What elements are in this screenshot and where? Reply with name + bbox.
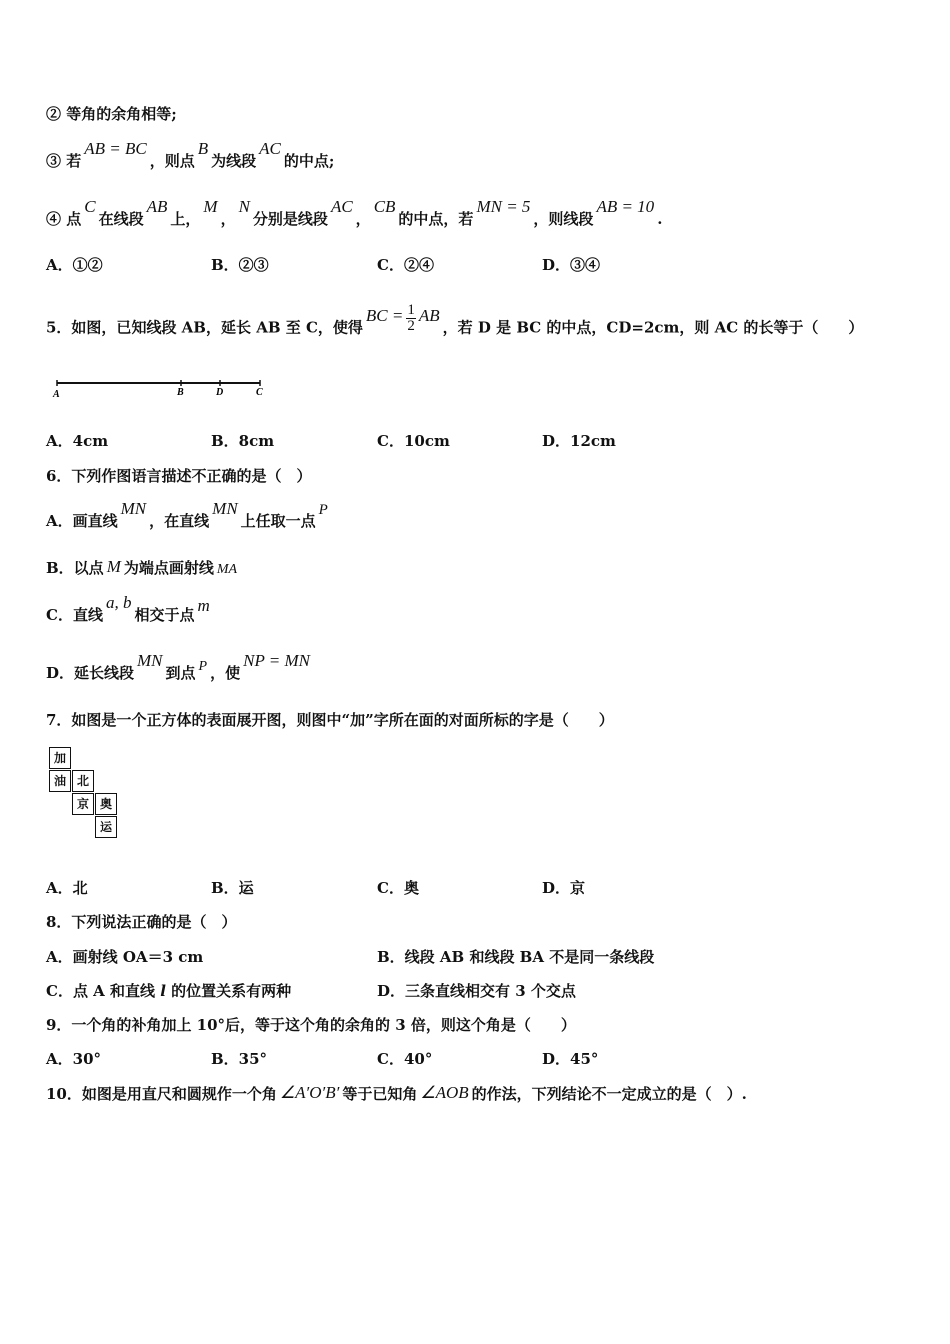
math-bc-eq: BC = — [365, 305, 404, 325]
cube-face-ao: 奥 — [95, 793, 117, 815]
q7-option-b: B．运 — [211, 879, 254, 897]
cube-face-you: 油 — [49, 770, 71, 792]
math-p: P — [318, 502, 328, 518]
label-a: A — [53, 389, 60, 400]
q6-option-d: D．延长线段MN到点 P ，使NP = MN — [46, 651, 310, 682]
question-5: 5．如图，已知线段 AB，延长 AB 至 C，使得BC = $\frac{1}{2}$ AB，若 D 是 BC 的中点，CD=2cm，则 AC 的长等于（ ） — [46, 302, 864, 337]
math-mn-eq-5: MN = 5 — [476, 197, 531, 216]
q6-option-a: A．画直线MN，在直线MN上任取一点P — [46, 499, 328, 530]
math-p: P — [198, 659, 208, 674]
math-ab: AB — [418, 305, 440, 325]
question-10: 10．如图是用直尺和圆规作一个角 ∠A′O′B′ 等于已知角 ∠AOB 的作法，下列结论不一定成立的是（ ）. — [46, 1083, 747, 1103]
q5-option-c: C．10cm — [377, 432, 450, 450]
cube-face-bei: 北 — [72, 770, 94, 792]
fraction-half: $\frac{1}{2}$ — [407, 302, 415, 334]
math-m: M — [106, 557, 121, 576]
question-6: 6．下列作图语言描述不正确的是（ ） — [46, 467, 312, 485]
math-angle-a-o-b-prime: ∠A′O′B′ — [279, 1083, 340, 1102]
question-9: 9．一个角的补角加上 10°后，等于这个角的余角的 3 倍，则这个角是（ ） — [46, 1016, 576, 1034]
math-c: C — [84, 197, 96, 216]
math-cb: CB — [373, 197, 396, 216]
label-b: B — [177, 387, 184, 398]
segment-figure — [46, 372, 276, 402]
math-b: B — [197, 139, 209, 158]
math-ab: AB — [146, 197, 168, 216]
math-ma: MA — [216, 562, 238, 577]
q8-option-a: A．画射线 OA＝3 cm — [46, 948, 204, 966]
math-lower-m: m — [197, 596, 210, 615]
q9-option-c: C．40° — [377, 1050, 433, 1068]
q4-option-a: A．①② — [46, 256, 103, 274]
statement-3: ③ 若AB = BC，则点B为线段AC的中点; — [46, 139, 335, 170]
math-mn: MN — [137, 651, 163, 670]
q7-option-a: A．北 — [46, 879, 88, 897]
q4-option-c: C．②④ — [377, 256, 434, 274]
math-n: N — [238, 197, 250, 216]
q9-option-b: B．35° — [211, 1050, 268, 1068]
math-ac: AC — [259, 139, 281, 158]
cube-net — [48, 746, 128, 846]
math-mn: MN — [212, 499, 238, 518]
q7-option-d: D．京 — [542, 879, 586, 897]
q9-option-d: D．45° — [542, 1050, 599, 1068]
q5-option-d: D．12cm — [542, 432, 616, 450]
cube-face-jia: 加 — [49, 747, 71, 769]
math-ab-eq-10: AB = 10 — [596, 197, 655, 216]
q6-option-b: B．以点 M 为端点画射线 MA — [46, 557, 238, 577]
math-ab-eq-bc: AB = BC — [84, 139, 147, 158]
math-mn: MN — [120, 499, 147, 518]
math-m: M — [203, 197, 218, 216]
math-a-b: a, b — [105, 593, 132, 612]
statement-4: ④ 点C在线段AB上，M，N分别是线段AC，CB的中点，若MN = 5，则线段AB = 10. — [46, 197, 663, 228]
statement-2: ② 等角的余角相等; — [46, 105, 177, 123]
label-d: D — [216, 387, 224, 398]
cube-face-yun: 运 — [95, 816, 117, 838]
q5-option-b: B．8cm — [211, 432, 275, 450]
q5-option-a: A．4cm — [46, 432, 109, 450]
math-angle-aob: ∠AOB — [420, 1083, 469, 1102]
label-c: C — [256, 387, 263, 398]
q4-option-d: D．③④ — [542, 256, 601, 274]
cube-face-jing: 京 — [72, 793, 94, 815]
question-7: 7．如图是一个正方体的表面展开图，则图中“加”字所在面的对面所标的字是（ ） — [46, 711, 614, 729]
q4-option-b: B．②③ — [211, 256, 269, 274]
q8-option-d: D．三条直线相交有 3 个交点 — [377, 982, 576, 1000]
question-8: 8．下列说法正确的是（ ） — [46, 913, 237, 931]
q8-option-c: C．点 A 和直线 l 的位置关系有两种 — [46, 982, 292, 1000]
q8-option-b: B．线段 AB 和线段 BA 不是同一条线段 — [377, 948, 655, 966]
math-ac: AC — [330, 197, 353, 216]
q9-option-a: A．30° — [46, 1050, 102, 1068]
q7-option-c: C．奥 — [377, 879, 419, 897]
math-np-eq-mn: NP = MN — [243, 651, 310, 670]
q6-option-c: C．直线a, b相交于点 m — [46, 593, 210, 624]
